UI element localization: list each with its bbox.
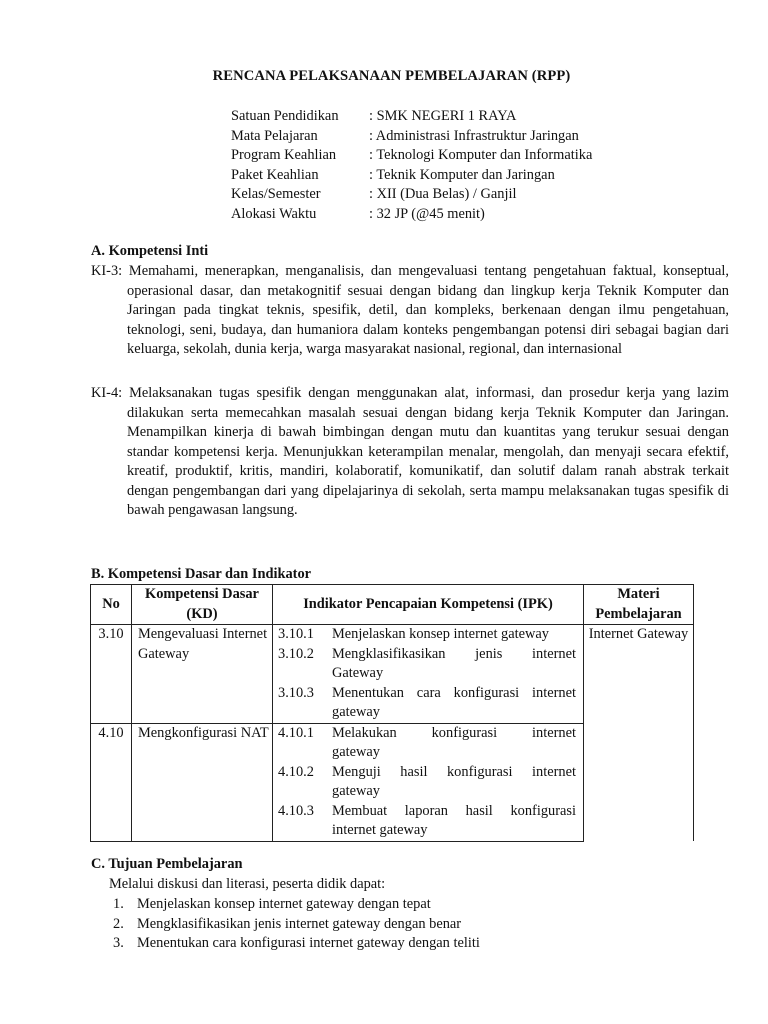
- ipk-code-spacer: [273, 703, 332, 723]
- row-ipk: [273, 723, 584, 841]
- header-ipk: Indikator Pencapaian Kompetensi (IPK): [273, 585, 584, 625]
- header-no: No: [91, 585, 132, 625]
- list-text: Menjelaskan konsep internet gateway dengan tepat: [137, 896, 431, 912]
- row-ipk: [273, 625, 584, 724]
- ipk-text: Melakukan konfigurasi internet: [332, 724, 576, 741]
- ipk-item: [273, 763, 583, 783]
- ipk-code: 4.10.1: [278, 724, 314, 741]
- tujuan-list: [113, 895, 480, 954]
- identity-label: Kelas/Semester: [231, 186, 321, 202]
- ipk-item-cont: [273, 743, 583, 763]
- section-b-heading: B. Kompetensi Dasar dan Indikator: [91, 566, 312, 582]
- ipk-code: 4.10.3: [278, 802, 314, 819]
- ipk-code: 3.10.3: [278, 684, 314, 701]
- list-text: Mengklasifikasikan jenis internet gateway dengan benar: [137, 915, 462, 932]
- ipk-item-cont: [273, 703, 583, 723]
- ipk-item-cont: [273, 782, 583, 802]
- ipk-text: Menjelaskan konsep internet gateway: [332, 626, 549, 642]
- kd-table: [90, 584, 694, 842]
- ipk-code: 3.10.1: [278, 626, 314, 642]
- identity-label: Mata Pelajaran: [231, 127, 318, 144]
- identity-row: [231, 166, 592, 186]
- ipk-code-spacer: [273, 743, 332, 763]
- identity-label: Paket Keahlian: [231, 166, 319, 183]
- ipk-text: Menguji hasil konfigurasi internet: [332, 763, 576, 780]
- ipk-code-spacer: [273, 782, 332, 802]
- row-no: 3.10: [91, 625, 132, 724]
- list-number: 3.: [113, 935, 124, 951]
- identity-label: Alokasi Waktu: [231, 205, 317, 222]
- ipk-text: Membuat laporan hasil konfigurasi: [332, 802, 576, 819]
- ki3-paragraph: KI-3: Memahami, menerapkan, menganalisis, dan mengevaluasi tentang pengetahuan faktual, konseptual, operasional dasar, dan metakognitif sesuai dengan bidang dan lingkup kerja Teknik Komputer dan Jaringan pada tingkat teknis, spesifik, detil, dan kompleks, berkenaan dengan ilmu pengetahuan, teknologi, seni, budaya, dan humaniora dalam konteks pengembangan potensi diri sebagai bagian dari keluarga, sekolah, dunia kerja, warga masyarakat nasional, regional, dan internasional: [91, 263, 729, 357]
- ipk-code: 4.10.2: [278, 763, 314, 780]
- ipk-code: 3.10.2: [278, 645, 314, 662]
- identity-value: : XII (Dua Belas) / Ganjil: [369, 186, 517, 202]
- section-a-heading: A. Kompetensi Inti: [91, 243, 209, 259]
- header-kd: Kompetensi Dasar (KD): [132, 585, 273, 625]
- identity-block: [231, 107, 592, 224]
- ipk-text-cont: gateway: [332, 704, 380, 720]
- ki4-paragraph: KI-4: Melaksanakan tugas spesifik dengan menggunakan alat, informasi, dan prosedur kerja yang lazim dilakukan serta memecahkan masalah sesuai dengan bidang kerja Teknik Komputer dan Jaringan. Menampilkan kinerja di bawah bimbingan dengan mutu dan kuantitas yang terukur sesuai dengan standar kompetensi kerja. Menunjukkan keterampilan menalar, mengolah, dan menyaji secara efektif, kreatif, produktif, kritis, mandiri, kolaboratif, komunikatif, dan solutif dalam ranah abstrak terkait dengan pengembangan dari yang dipelajarinya di sekolah, serta mampu melaksanakan tugas spesifik di bawah pengawasan langsung.: [91, 385, 729, 518]
- identity-label: Satuan Pendidikan: [231, 108, 339, 124]
- list-item: [113, 895, 480, 915]
- identity-row: [231, 185, 592, 205]
- table-row: [91, 625, 694, 724]
- ipk-text-cont: internet gateway: [332, 822, 428, 838]
- list-number: 2.: [113, 915, 124, 932]
- ipk-text-cont: gateway: [332, 783, 380, 799]
- list-item: [113, 915, 480, 935]
- identity-row: [231, 107, 592, 127]
- ipk-text: Mengklasifikasikan jenis internet: [332, 645, 576, 662]
- identity-row: [231, 127, 592, 147]
- identity-row: [231, 146, 592, 166]
- ipk-item: [273, 684, 583, 704]
- list-item: [113, 934, 480, 954]
- list-text: Menentukan cara konfigurasi internet gateway dengan teliti: [137, 935, 480, 951]
- row-kd: Mengevaluasi Internet Gateway: [132, 625, 273, 724]
- ipk-code-spacer: [273, 821, 332, 841]
- section-c-heading: C. Tujuan Pembelajaran: [91, 856, 243, 872]
- ipk-text-cont: gateway: [332, 744, 380, 760]
- row-no: 4.10: [91, 723, 132, 841]
- ipk-item: [273, 645, 583, 665]
- identity-value: : SMK NEGERI 1 RAYA: [369, 108, 517, 124]
- ipk-item: [273, 802, 583, 822]
- ipk-item-cont: [273, 821, 583, 841]
- table-header-row: [91, 585, 694, 625]
- ipk-item: [273, 625, 583, 645]
- row-materi: Internet Gateway: [584, 625, 694, 842]
- ipk-code-spacer: [273, 664, 332, 684]
- row-kd: Mengkonfigurasi NAT: [132, 723, 273, 841]
- ipk-item: [273, 724, 583, 744]
- document-title: RENCANA PELAKSANAAN PEMBELAJARAN (RPP): [212, 68, 571, 84]
- ipk-text: Menentukan cara konfigurasi internet: [332, 684, 576, 701]
- header-materi: Materi Pembelajaran: [584, 585, 694, 625]
- identity-value: : 32 JP (@45 menit): [369, 205, 485, 222]
- identity-label: Program Keahlian: [231, 147, 337, 163]
- ipk-text-cont: Gateway: [332, 665, 384, 681]
- identity-value: : Administrasi Infrastruktur Jaringan: [369, 127, 579, 144]
- identity-value: : Teknik Komputer dan Jaringan: [369, 166, 555, 183]
- list-number: 1.: [113, 896, 124, 912]
- ipk-item-cont: [273, 664, 583, 684]
- tujuan-intro: Melalui diskusi dan literasi, peserta didik dapat:: [109, 876, 386, 892]
- identity-value: : Teknologi Komputer dan Informatika: [369, 147, 593, 163]
- identity-row: [231, 205, 592, 225]
